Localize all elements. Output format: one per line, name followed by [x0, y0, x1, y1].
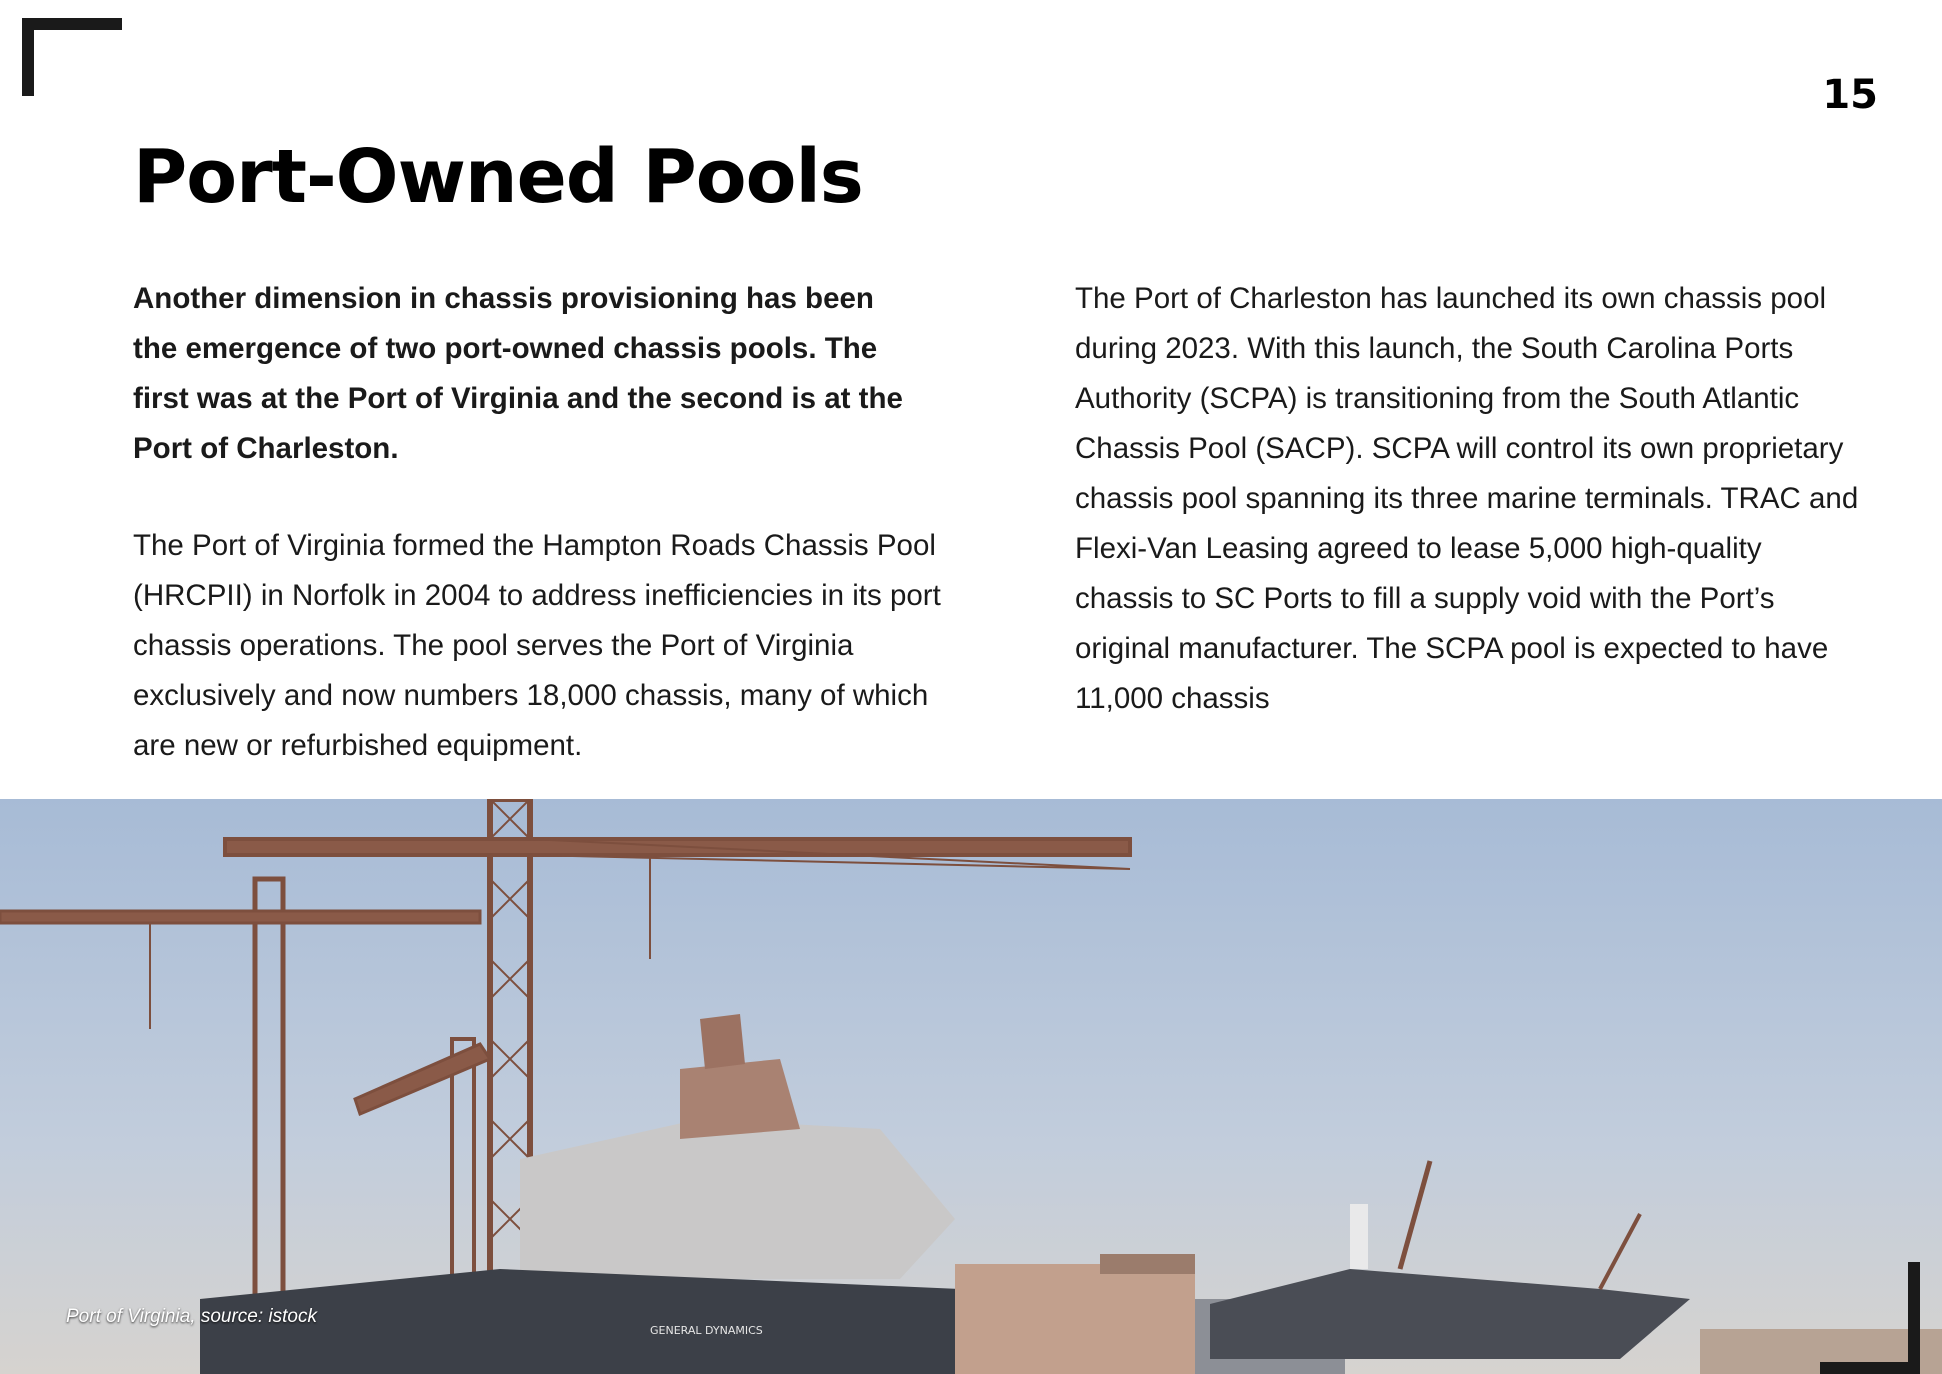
page-number: 15	[1822, 72, 1878, 118]
virginia-paragraph: The Port of Virginia formed the Hampton Roads Chassis Pool (HRCPII) in Norfolk in 2004 to address inefficiencies in its port chassis operations. The pool serves the Port of Virginia exclusively and now numbers 18,000 chassis, many of which are new or refurbished equipment.	[133, 529, 941, 762]
page-title: Port-Owned Pools	[133, 134, 863, 220]
lead-paragraph: Another dimension in chassis provisioning has been the emergence of two port-owned chassis pools. The first was at the Port of Virginia and the second is at the Port of Charleston.	[133, 282, 903, 465]
corner-bracket-top-left	[22, 18, 122, 96]
charleston-paragraph: The Port of Charleston has launched its own chassis pool during 2023. With this launch, the South Carolina Ports Authority (SCPA) is transitioning from the South Atlantic Chassis Pool (SACP). SCPA will control its own proprietary chassis pool spanning its three marine terminals. TRAC and Flexi-Van Leasing agreed to lease 5,000 high-quality chassis to SC Ports to fill a supply void with the Port’s original manufacturer. The SCPA pool is expected to have 11,000 chassis	[1075, 282, 1859, 715]
port-photo	[0, 799, 1942, 1374]
corner-bracket-bottom-right	[1820, 1262, 1920, 1374]
ship-label: GENERAL DYNAMICS	[650, 1324, 763, 1337]
photo-caption: Port of Virginia, source: istock	[66, 1306, 317, 1327]
right-column	[1075, 274, 1865, 724]
left-column	[133, 274, 953, 771]
